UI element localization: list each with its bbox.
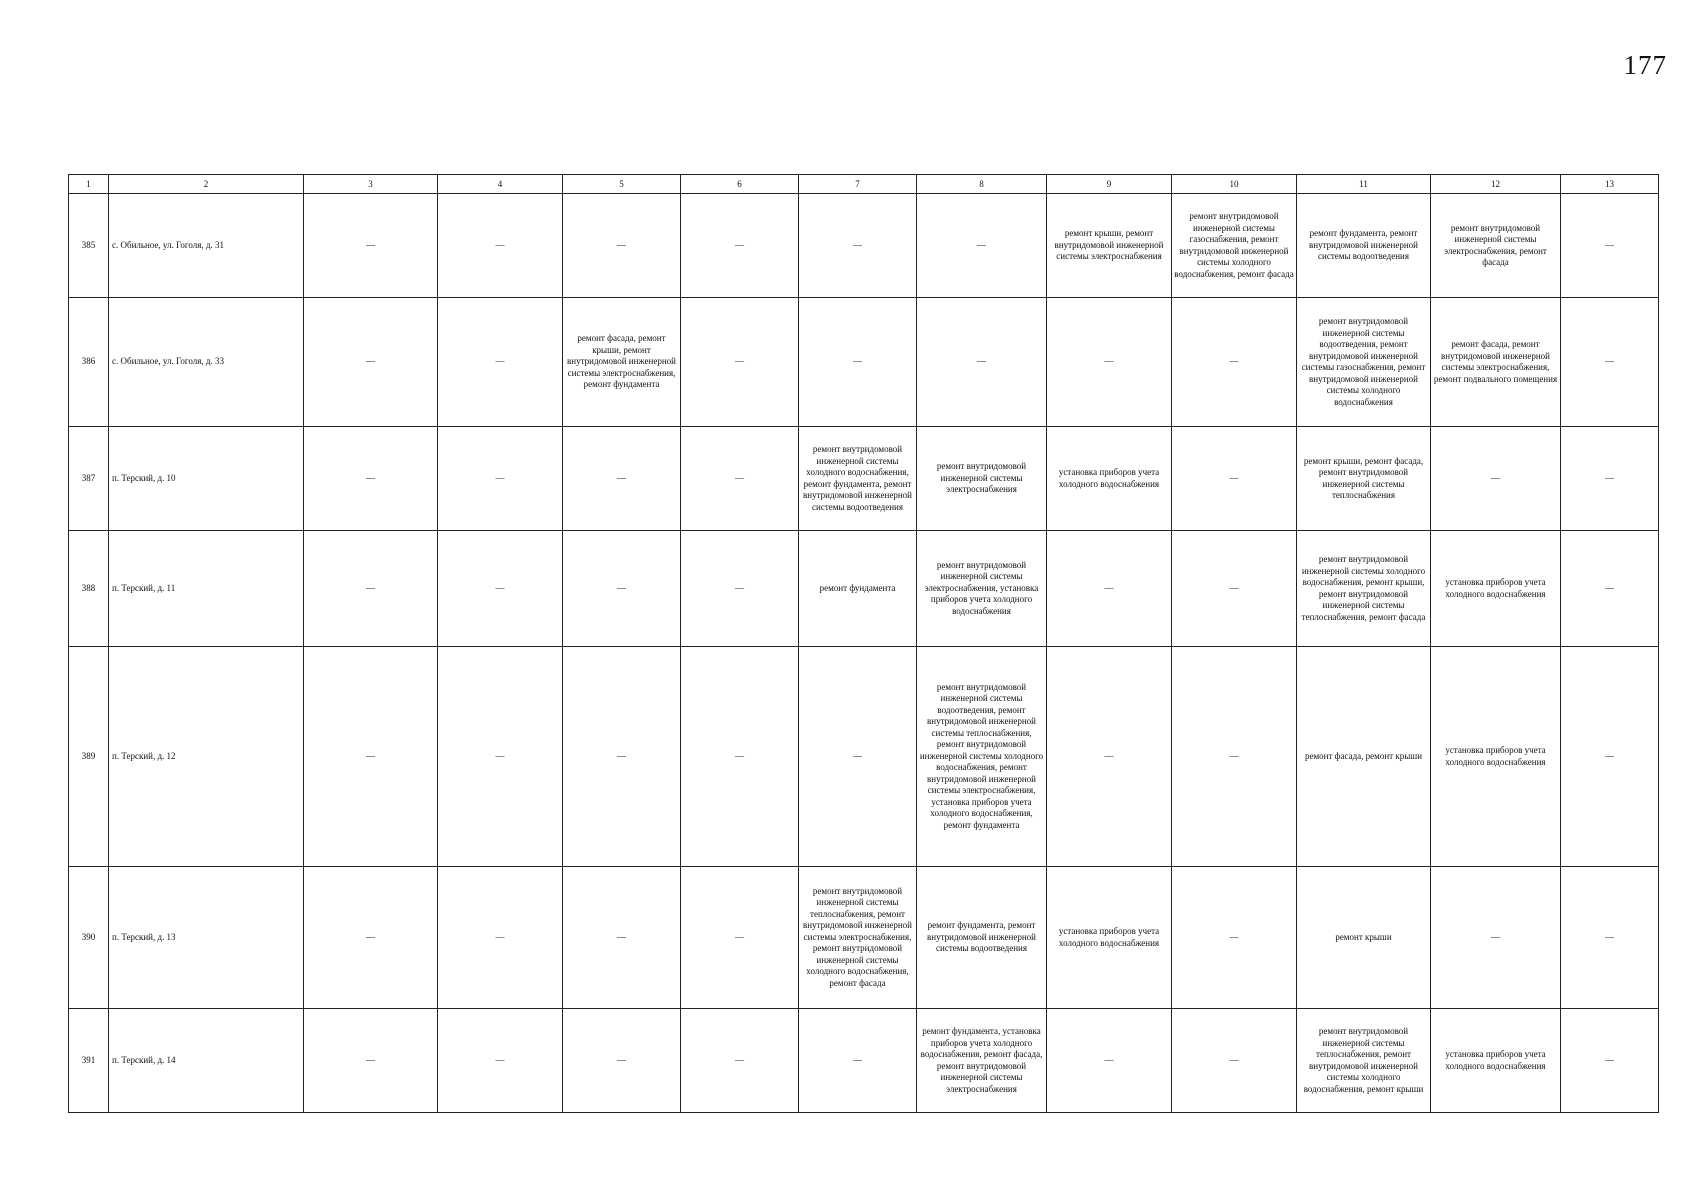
table-row — [69, 194, 1659, 298]
work-cell: ремонт фасада, ремонт крыши — [1297, 647, 1431, 867]
column-number: 9 — [1047, 175, 1172, 194]
work-cell: ремонт внутридомовой инженерной системы водоотведения, ремонт внутридомовой инженерной системы теплоснабжения, ремонт внутридомовой инженерной системы холодного водоснабжения, ремонт внутридомовой инженерной системы электроснабжения, установка приборов учета холодного водоснабжения, ремонт фундамента — [917, 647, 1047, 867]
work-cell: ремонт крыши, ремонт фасада, ремонт внутридомовой инженерной системы теплоснабжения — [1297, 427, 1431, 531]
work-cell: ремонт фасада, ремонт крыши, ремонт внутридомовой инженерной системы электроснабжения, ремонт фундамента — [563, 298, 681, 427]
work-cell: ремонт внутридомовой инженерной системы холодного водоснабжения, ремонт крыши, ремонт внутридомовой инженерной системы теплоснабжения, ремонт фасада — [1297, 531, 1431, 647]
row-number: 385 — [69, 194, 109, 298]
work-cell: — — [1047, 1009, 1172, 1113]
column-number: 3 — [304, 175, 438, 194]
table-row — [69, 647, 1659, 867]
work-cell: — — [799, 1009, 917, 1113]
work-cell: ремонт фундамента, ремонт внутридомовой инженерной системы водоотведения — [917, 867, 1047, 1009]
work-cell: — — [563, 194, 681, 298]
work-cell: — — [917, 194, 1047, 298]
work-cell: установка приборов учета холодного водоснабжения — [1431, 531, 1561, 647]
work-cell: — — [681, 531, 799, 647]
work-cell: — — [1172, 427, 1297, 531]
address-cell: п. Терский, д. 10 — [109, 427, 304, 531]
address-cell: п. Терский, д. 11 — [109, 531, 304, 647]
work-cell: — — [681, 298, 799, 427]
table-row — [69, 1009, 1659, 1113]
work-cell: — — [304, 298, 438, 427]
row-number: 390 — [69, 867, 109, 1009]
work-cell: — — [438, 194, 563, 298]
work-cell: ремонт внутридомовой инженерной системы электроснабжения, ремонт фасада — [1431, 194, 1561, 298]
column-number: 13 — [1561, 175, 1659, 194]
work-cell: — — [1172, 867, 1297, 1009]
work-cell: — — [438, 867, 563, 1009]
column-number: 7 — [799, 175, 917, 194]
address-cell: с. Обильное, ул. Гоголя, д. 31 — [109, 194, 304, 298]
work-cell: — — [304, 531, 438, 647]
table-row — [69, 298, 1659, 427]
work-cell: установка приборов учета холодного водоснабжения — [1431, 647, 1561, 867]
work-cell: — — [1561, 531, 1659, 647]
column-number: 4 — [438, 175, 563, 194]
work-cell: — — [563, 531, 681, 647]
table-row — [69, 867, 1659, 1009]
work-cell: — — [1561, 647, 1659, 867]
work-cell: — — [799, 298, 917, 427]
work-cell: — — [799, 194, 917, 298]
column-number: 5 — [563, 175, 681, 194]
address-cell: п. Терский, д. 12 — [109, 647, 304, 867]
work-cell: — — [1172, 531, 1297, 647]
work-cell: — — [438, 427, 563, 531]
work-cell: — — [1561, 427, 1659, 531]
work-cell: — — [681, 194, 799, 298]
work-cell: ремонт крыши, ремонт внутридомовой инженерной системы электроснабжения — [1047, 194, 1172, 298]
work-cell: — — [1172, 647, 1297, 867]
work-cell: — — [304, 647, 438, 867]
work-cell: ремонт внутридомовой инженерной системы теплоснабжения, ремонт внутридомовой инженерной системы электроснабжения, ремонт внутридомовой инженерной системы холодного водоснабжения, ремонт фасада — [799, 867, 917, 1009]
column-number: 2 — [109, 175, 304, 194]
work-cell: ремонт внутридомовой инженерной системы теплоснабжения, ремонт внутридомовой инженерной системы холодного водоснабжения, ремонт крыши — [1297, 1009, 1431, 1113]
work-cell: ремонт крыши — [1297, 867, 1431, 1009]
row-number: 386 — [69, 298, 109, 427]
column-number: 8 — [917, 175, 1047, 194]
work-cell: — — [917, 298, 1047, 427]
works-table — [68, 174, 1659, 1113]
row-number: 387 — [69, 427, 109, 531]
table-body — [69, 175, 1659, 1113]
column-number: 6 — [681, 175, 799, 194]
column-number: 12 — [1431, 175, 1561, 194]
work-cell: — — [1047, 298, 1172, 427]
work-cell: — — [681, 647, 799, 867]
work-cell: — — [1431, 867, 1561, 1009]
work-cell: — — [681, 427, 799, 531]
work-cell: ремонт внутридомовой инженерной системы холодного водоснабжения, ремонт фундамента, ремонт внутридомовой инженерной системы водоотведения — [799, 427, 917, 531]
work-cell: — — [304, 427, 438, 531]
table-row — [69, 427, 1659, 531]
work-cell: — — [1561, 1009, 1659, 1113]
work-cell: — — [1047, 531, 1172, 647]
work-cell: — — [438, 298, 563, 427]
work-cell: ремонт фундамента — [799, 531, 917, 647]
address-cell: с. Обильное, ул. Гоголя, д. 33 — [109, 298, 304, 427]
work-cell: ремонт внутридомовой инженерной системы электроснабжения — [917, 427, 1047, 531]
work-cell: установка приборов учета холодного водоснабжения — [1047, 867, 1172, 1009]
work-cell: — — [1561, 867, 1659, 1009]
work-cell: — — [681, 867, 799, 1009]
work-cell: — — [1561, 194, 1659, 298]
work-cell: — — [1561, 298, 1659, 427]
work-cell: ремонт фундамента, установка приборов учета холодного водоснабжения, ремонт фасада, ремонт внутридомовой инженерной системы электроснабжения — [917, 1009, 1047, 1113]
table-row — [69, 531, 1659, 647]
work-cell: ремонт фасада, ремонт внутридомовой инженерной системы электроснабжения, ремонт подвального помещения — [1431, 298, 1561, 427]
address-cell: п. Терский, д. 13 — [109, 867, 304, 1009]
address-cell: п. Терский, д. 14 — [109, 1009, 304, 1113]
work-cell: — — [563, 1009, 681, 1113]
work-cell: — — [1172, 1009, 1297, 1113]
work-cell: — — [563, 867, 681, 1009]
work-cell: — — [438, 1009, 563, 1113]
work-cell: установка приборов учета холодного водоснабжения — [1047, 427, 1172, 531]
work-cell: — — [799, 647, 917, 867]
work-cell: установка приборов учета холодного водоснабжения — [1431, 1009, 1561, 1113]
page-number: 177 — [1623, 50, 1667, 80]
row-number: 389 — [69, 647, 109, 867]
column-number: 11 — [1297, 175, 1431, 194]
work-cell: — — [438, 647, 563, 867]
work-cell: — — [563, 647, 681, 867]
work-cell: — — [681, 1009, 799, 1113]
work-cell: ремонт фундамента, ремонт внутридомовой инженерной системы водоотведения — [1297, 194, 1431, 298]
column-number: 1 — [69, 175, 109, 194]
work-cell: — — [1172, 298, 1297, 427]
row-number: 388 — [69, 531, 109, 647]
column-number: 10 — [1172, 175, 1297, 194]
work-cell: — — [1431, 427, 1561, 531]
work-cell: — — [304, 867, 438, 1009]
work-cell: — — [304, 194, 438, 298]
work-cell: ремонт внутридомовой инженерной системы водоотведения, ремонт внутридомовой инженерной системы газоснабжения, ремонт внутридомовой инженерной системы холодного водоснабжения — [1297, 298, 1431, 427]
work-cell: — — [563, 427, 681, 531]
work-cell: — — [1047, 647, 1172, 867]
work-cell: ремонт внутридомовой инженерной системы газоснабжения, ремонт внутридомовой инженерной системы холодного водоснабжения, ремонт фасада — [1172, 194, 1297, 298]
row-number: 391 — [69, 1009, 109, 1113]
work-cell: — — [304, 1009, 438, 1113]
work-cell: ремонт внутридомовой инженерной системы электроснабжения, установка приборов учета холодного водоснабжения — [917, 531, 1047, 647]
work-cell: — — [438, 531, 563, 647]
column-numbers-row — [69, 175, 1659, 194]
